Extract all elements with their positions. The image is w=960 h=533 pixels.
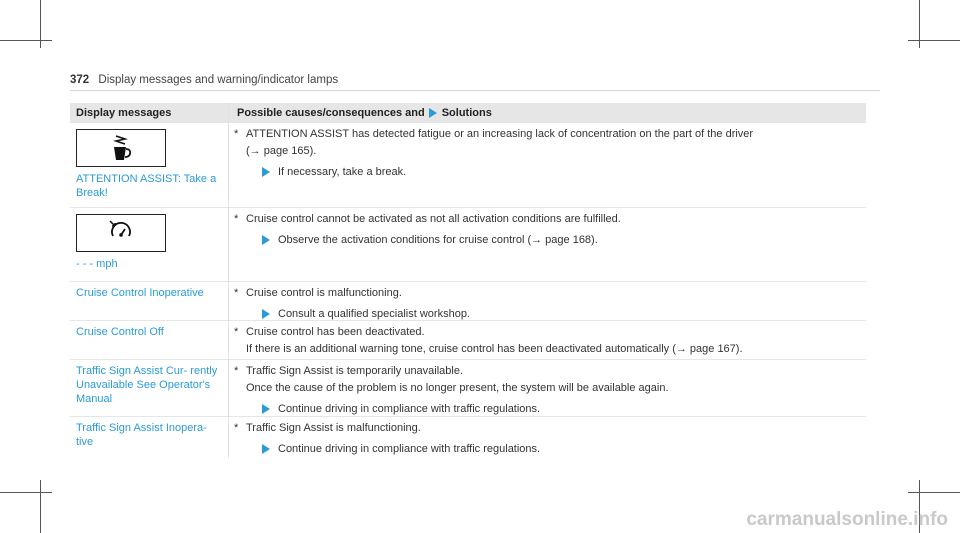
col-header-messages: Display messages [76,107,172,119]
message-cell [70,123,228,207]
table-row [70,282,866,321]
page-number: 372 [70,74,90,86]
message-text: ATTENTION ASSIST: Take a Break! [76,173,217,199]
crop-mark [908,492,960,493]
footnote-star: * [234,365,239,377]
table-row [70,321,866,360]
cruise-control-speedometer-icon [76,214,166,252]
message-text: Cruise Control Off [76,326,164,338]
solution-arrow-icon [429,108,437,118]
causes-cell [228,208,866,281]
solution-arrow-icon [262,235,270,245]
footnote-star: * [234,213,239,225]
coffee-cup-icon [76,129,166,167]
message-text: Cruise Control Inoperative [76,287,204,299]
column-divider [228,103,229,458]
watermark: carmanualsonline.info [746,509,948,530]
crop-mark [0,492,52,493]
cross-reference: (→ page 165). [246,145,317,157]
causes-cell [228,417,866,461]
solution-arrow-icon [262,167,270,177]
note-text: Once the cause of the problem is no longer present, the system will be available again. [246,382,669,394]
solution-step: If necessary, take a break. [234,165,866,179]
cause-text: Traffic Sign Assist is temporarily unavailable. [246,365,464,377]
causes-cell [228,360,866,416]
cause-text: ATTENTION ASSIST has detected fatigue or an increasing lack of concentration on the part of the driver [246,128,754,140]
header-rule [70,90,880,91]
causes-cell [228,282,866,320]
message-text: Traffic Sign Assist Inopera- tive [76,422,207,448]
messages-table [70,103,866,461]
solution-step: Continue driving in compliance with traffic regulations. [234,442,866,456]
solution-step: Observe the activation conditions for cruise control (→ page 168). [234,233,866,247]
footnote-star: * [234,326,239,338]
table-header [70,103,866,123]
table-row [70,208,866,282]
message-text: Traffic Sign Assist Cur- rently Unavailable See Operator's Manual [76,365,218,405]
footnote-star: * [234,287,239,299]
crop-mark [908,40,960,41]
cause-text: Cruise control cannot be activated as not all activation conditions are fulfilled. [246,213,621,225]
solution-arrow-icon [262,309,270,319]
crop-mark [0,40,52,41]
table-row [70,123,866,208]
cause-text: Traffic Sign Assist is malfunctioning. [246,422,421,434]
cause-text: Cruise control has been deactivated. [246,326,425,338]
causes-cell [228,321,866,359]
note-text: If there is an additional warning tone, cruise control has been deactivated automatically (→ page 167). [246,343,743,355]
footnote-star: * [234,422,239,434]
message-cell [70,208,228,281]
solution-arrow-icon [262,444,270,454]
message-text: - - - mph [76,258,118,270]
solution-step: Consult a qualified specialist workshop. [234,307,866,321]
solution-arrow-icon [262,404,270,414]
page-header [70,74,338,86]
page-header-title: Display messages and warning/indicator lamps [98,74,339,86]
causes-cell [228,123,866,207]
crop-mark [40,480,41,533]
col-header-causes: Possible causes/consequences and Solutions [237,107,492,119]
cause-text: Cruise control is malfunctioning. [246,287,402,299]
table-row [70,417,866,461]
solution-step: Continue driving in compliance with traffic regulations. [234,402,866,416]
table-row [70,360,866,417]
footnote-star: * [234,128,239,140]
